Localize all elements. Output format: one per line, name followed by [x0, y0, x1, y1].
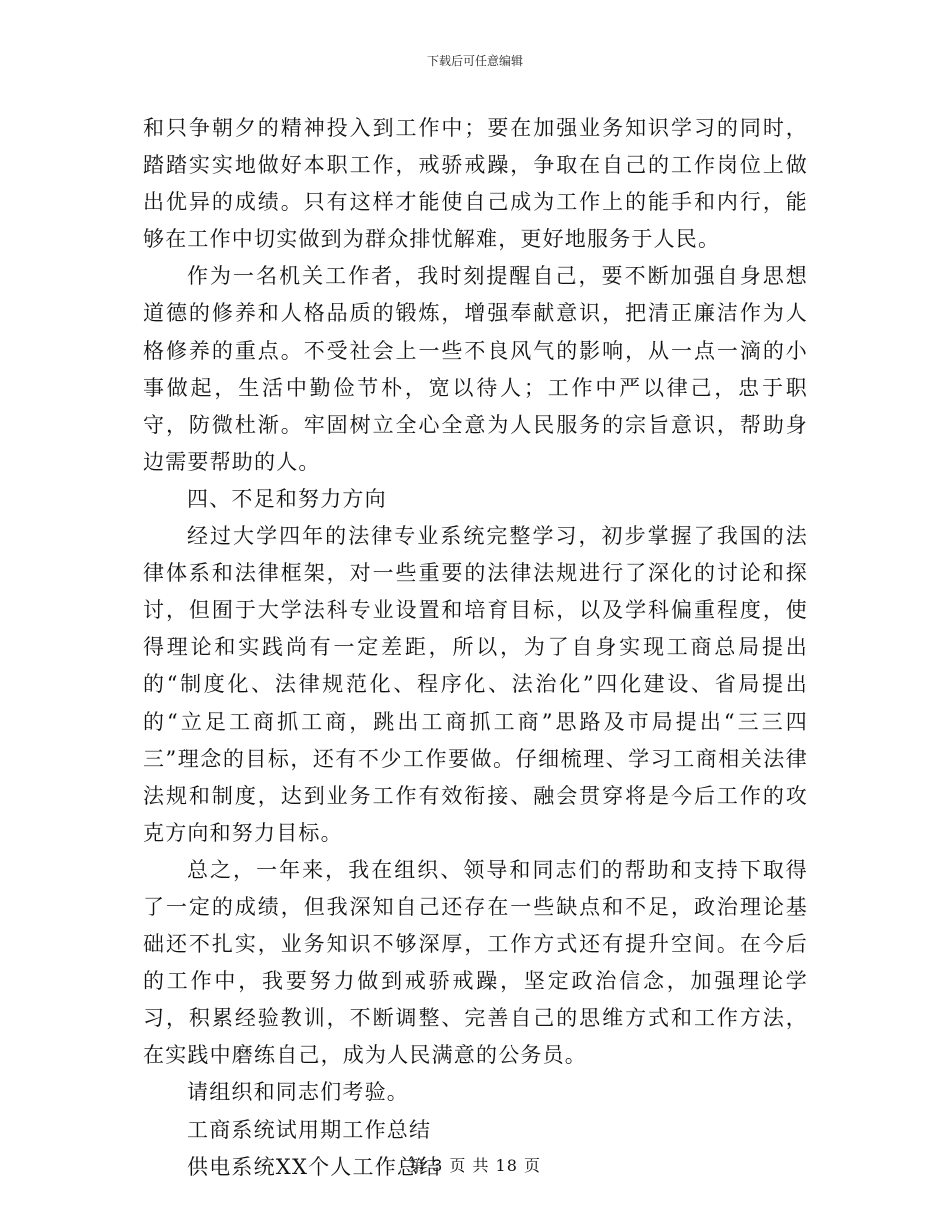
paragraph-summary: 总之，一年来，我在组织、领导和同志们的帮助和支持下取得了一定的成绩，但我深知自己还存在一些缺点和不足，政治理论基础还不扎实，业务知识不够深厚，工作方式还有提升空间。在今后的工作中，我要努力做到戒骄戒躁，坚定政治信念，加强理论学习，积累经验教训，不断调整、完善自己的思维方式和工作方法，在实践中磨练自己，成为人民满意的公务员。: [143, 857, 808, 1068]
page-footer: 第 3 页 共 18 页: [409, 1156, 541, 1175]
paragraph-continuation: 和只争朝夕的精神投入到工作中；要在加强业务知识学习的同时，踏踏实实地做好本职工作，戒骄戒躁，争取在自己的工作岗位上做出优异的成绩。只有这样才能使自己成为工作上的能手和内行，能够在工作中切实做到为群众排忧解难，更好地服务于人民。: [143, 116, 808, 252]
paragraph-self-discipline: 作为一名机关工作者，我时刻提醒自己，要不断加强自身思想道德的修养和人格品质的锻炼，增强奉献意识，把清正廉洁作为人格修养的重点。不受社会上一些不良风气的影响，从一点一滴的小事做起，生活中勤俭节朴，宽以待人；工作中严以律己，忠于职守，防微杜渐。牢固树立全心全意为人民服务的宗旨意识，帮助身边需要帮助的人。: [143, 264, 808, 474]
paragraph-legal-study: 经过大学四年的法律专业系统完整学习，初步掌握了我国的法律体系和法律框架，对一些重要的法律法规进行了深化的讨论和探讨，但囿于大学法科专业设置和培育目标，以及学科偏重程度，使得理论和实践尚有一定差距，所以，为了自身实现工商总局提出的“制度化、法律规范化、程序化、法治化”四化建设、省局提出的“立足工商抓工商，跳出工商抓工商”思路及市局提出“三三四三”理念的目标，还有不少工作要做。仔细梳理、学习工商相关法律法规和制度，达到业务工作有效衔接、融会贯穿将是今后工作的攻克方向和努力目标。: [143, 524, 808, 845]
section-heading-shortcomings: 四、不足和努力方向: [187, 486, 387, 511]
paragraph-closing: 请组织和同志们考验。: [187, 1080, 409, 1105]
page-header: 下载后可任意编辑: [426, 54, 523, 68]
related-title-2: 供电系统XX个人工作总结: [187, 1154, 442, 1179]
document-body: [143, 110, 808, 1186]
related-title-1: 工商系统试用期工作总结: [187, 1117, 432, 1142]
